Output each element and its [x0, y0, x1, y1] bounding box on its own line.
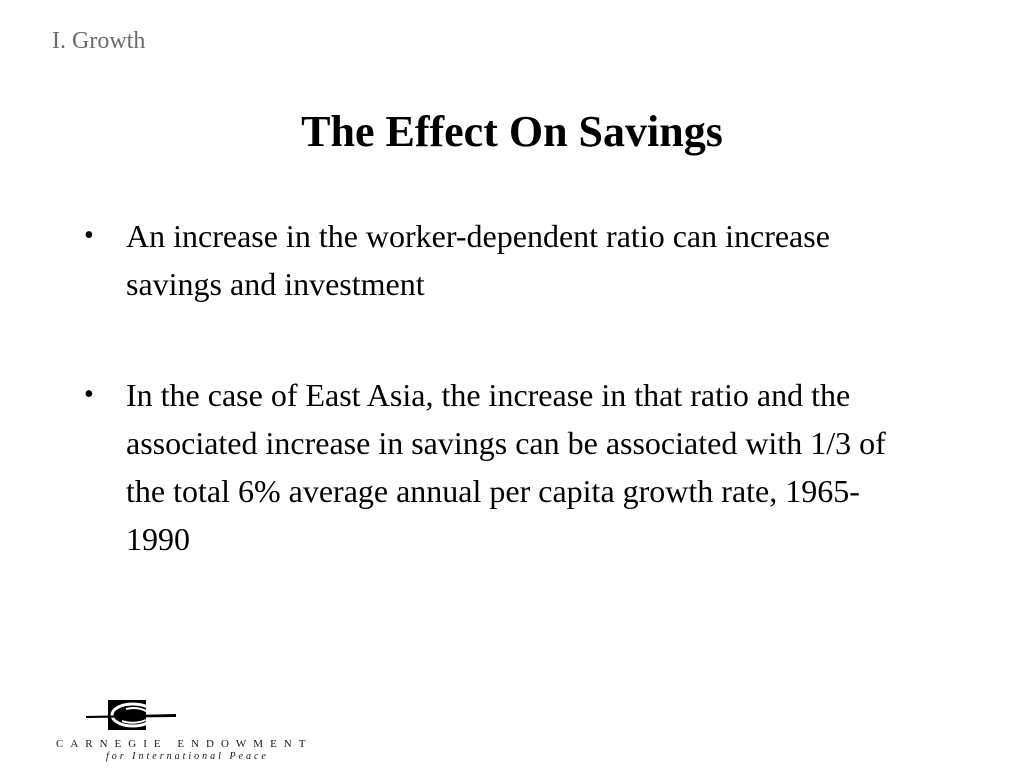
- carnegie-logo: [56, 698, 341, 764]
- bullet-item: [84, 212, 914, 308]
- bullet-list: [84, 212, 914, 563]
- section-label: I. Growth: [52, 28, 146, 54]
- bullet-text: In the case of East Asia, the increase in that ratio and the associated increase in savings can be associated with 1/3 of the total 6% average annual per capita growth rate, 1965-1990: [126, 377, 886, 557]
- bullet-icon: •: [84, 379, 94, 410]
- logo-tagline: for International Peace: [106, 751, 269, 762]
- bullet-text: An increase in the worker-dependent ratio can increase savings and investment: [126, 218, 830, 302]
- slide-title: The Effect On Savings: [301, 107, 723, 156]
- logo-name: CARNEGIE ENDOWMENT: [56, 738, 313, 750]
- carnegie-globe-logo-icon: [86, 698, 176, 736]
- bullet-item: [84, 371, 914, 563]
- bullet-icon: •: [84, 220, 94, 251]
